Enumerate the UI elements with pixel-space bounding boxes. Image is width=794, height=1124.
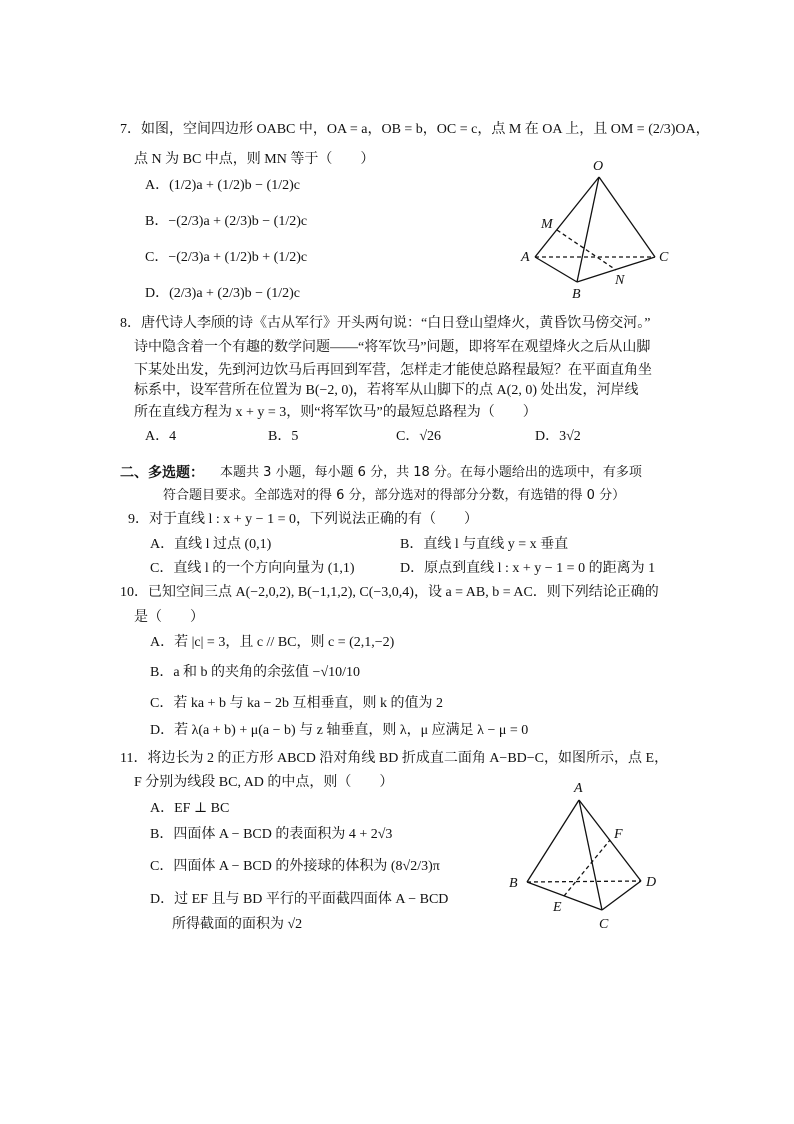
edge-AB (535, 257, 577, 282)
q11-option-d-line1: D．过 EF 且与 BD 平行的平面截四面体 A − BCD (150, 892, 449, 907)
label-B: B (509, 876, 518, 891)
q7-option-d: D．(2/3)a + (2/3)b − (1/2)c (145, 286, 300, 301)
q7-stem-line2: 点 N 为 BC 中点，则 MN 等于（ ） (134, 152, 375, 167)
q7-tetrahedron-figure (515, 155, 685, 300)
q10-option-a: A．若 |c| = 3，且 c // BC，则 c = (2,1,−2) (150, 635, 395, 650)
q10-stem-line2: 是（ ） (134, 610, 204, 625)
q11-stem-line1: 11．将边长为 2 的正方形 ABCD 沿对角线 BD 折成直二面角 A−BD−C，如图所示，点 E， (120, 751, 669, 766)
label-A: A (574, 781, 583, 796)
edge-BD-dashed (527, 881, 641, 882)
label-N: N (615, 273, 625, 288)
q8-option-d: D．3√2 (535, 429, 581, 444)
label-F: F (614, 827, 623, 842)
q7-option-b: B．−(2/3)a + (2/3)b − (1/2)c (145, 214, 308, 229)
q8-option-b: B．5 (268, 429, 299, 444)
label-A: A (521, 250, 530, 265)
q7-stem-line1: 7．如图，空间四边形 OABC 中，OA = a，OB = b，OC = c，点 M 在 OA 上，且 OM = (2/3)OA， (120, 122, 710, 137)
edge-AB (527, 800, 579, 882)
q11-option-a: A．EF ⊥ BC (150, 801, 230, 816)
q9-stem: 9．对于直线 l : x + y − 1 = 0，下列说法正确的有（ ） (128, 512, 478, 527)
q11-tetrahedron-figure (505, 778, 675, 938)
segment-EF-dashed (564, 840, 610, 896)
q9-option-d: D．原点到直线 l : x + y − 1 = 0 的距离为 1 (400, 561, 656, 576)
section-2-note-line2: 符合题目要求。全部选对的得 6 分，部分选对的得部分分数，有选错的得 0 分） (163, 488, 626, 503)
edge-OB (577, 177, 599, 282)
label-C: C (599, 917, 609, 932)
q8-line1: 8．唐代诗人李颀的诗《古从军行》开头两句说：“白日登山望烽火，黄昏饮马傍交河。” (120, 316, 651, 331)
q8-line3: 下某处出发，先到河边饮马后再回到军营，怎样走才能使总路程最短？在平面直角坐 (134, 363, 652, 378)
q8-line2: 诗中隐含着一个有趣的数学问题——“将军饮马”问题，即将军在观望烽火之后从山脚 (134, 340, 651, 355)
q8-option-a: A．4 (145, 429, 177, 444)
q9-option-b: B．直线 l 与直线 y = x 垂直 (400, 537, 569, 552)
label-D: D (646, 875, 657, 890)
label-O: O (593, 159, 604, 174)
label-C: C (659, 250, 669, 265)
edge-CD (602, 881, 641, 910)
label-B: B (572, 287, 581, 300)
edge-OC (599, 177, 655, 257)
label-M: M (541, 217, 553, 232)
label-E: E (553, 900, 562, 915)
q11-option-b: B．四面体 A − BCD 的表面积为 4 + 2√3 (150, 827, 393, 842)
q9-option-a: A．直线 l 过点 (0,1) (150, 537, 272, 552)
q10-stem-line1: 10．已知空间三点 A(−2,0,2), B(−1,1,2), C(−3,0,4)，设 a = AB, b = AC．则下列结论正确的 (120, 585, 659, 600)
section-2-note-line1: 本题共 3 小题，每小题 6 分，共 18 分。在每小题给出的选项中，有多项 (220, 465, 642, 480)
q10-option-b: B．a 和 b 的夹角的余弦值 −√10/10 (150, 665, 361, 680)
q8-option-c: C．√26 (396, 429, 442, 444)
q9-option-c: C．直线 l 的一个方向向量为 (1,1) (150, 561, 355, 576)
edge-AC (579, 800, 602, 910)
q11-option-c: C．四面体 A − BCD 的外接球的体积为 (8√2/3)π (150, 859, 440, 874)
q11-stem-line2: F 分别为线段 BC, AD 的中点，则（ ） (134, 775, 394, 790)
q8-line5: 所在直线方程为 x + y = 3，则“将军饮马”的最短总路程为（ ） (134, 405, 537, 420)
q7-option-a: A．(1/2)a + (1/2)b − (1/2)c (145, 178, 300, 193)
q10-option-c: C．若 ka + b 与 ka − 2b 互相垂直，则 k 的值为 2 (150, 696, 444, 711)
q7-option-c: C．−(2/3)a + (1/2)b + (1/2)c (145, 250, 308, 265)
q8-line4: 标系中，设军营所在位置为 B(−2, 0)，若将军从山脚下的点 A(2, 0) 处出发，河岸线 (134, 383, 639, 398)
section-2-title: 二、多选题： (120, 465, 204, 481)
q10-option-d: D．若 λ(a + b) + μ(a − b) 与 z 轴垂直，则 λ，μ 应满足 λ − μ = 0 (150, 723, 529, 738)
q11-option-d-line2: 所得截面的面积为 √2 (172, 917, 303, 932)
